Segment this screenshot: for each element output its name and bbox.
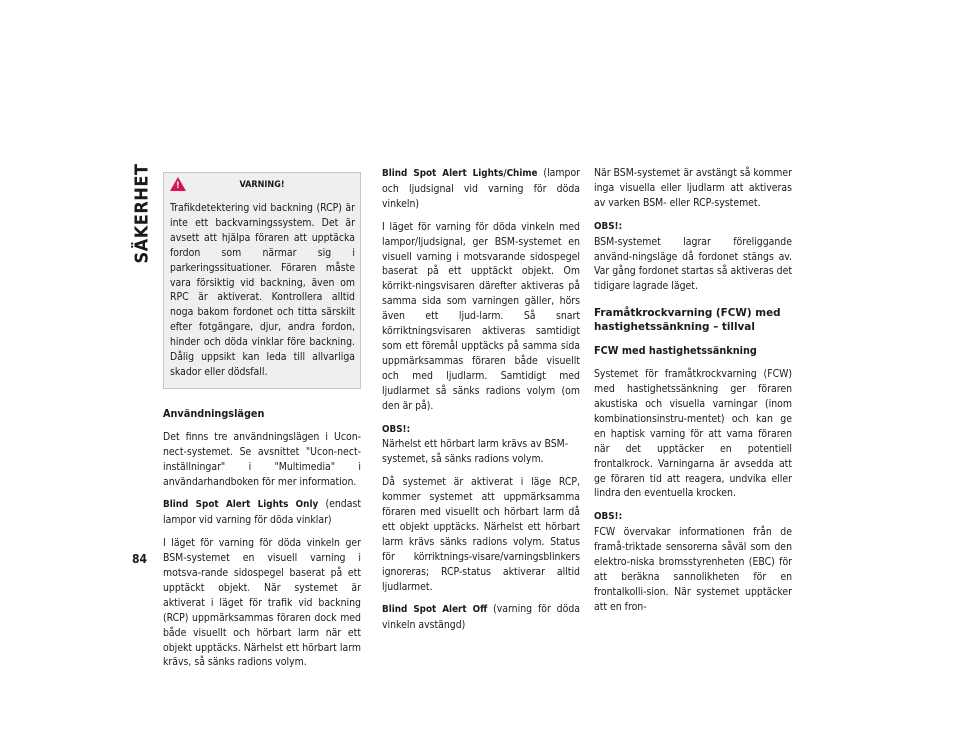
warning-text: Trafikdetektering vid backning (RCP) är inte ett backvarningssystem. Det är avsett att hjälpa föraren att upptäcka fordon som närmar sig i parkeringssituationer. Föraren måste vara försiktig vid backning, även om RPC är aktiverat. Kontrollera alltid noga bakom fordonet och titta särskilt efter fotgängare, djur, andra fordon, hinder och döda vinklar före backning. Dålig uppsikt kan leda till allvarliga skador eller dödsfall. <box>170 202 355 378</box>
paragraph: Det finns tre användningslägen i Ucon-nect-systemet. Se avsnittet "Ucon-nect-inställningar" i "Multimedia" i användarhandboken för mer information. <box>163 430 361 488</box>
note-label: OBS!: <box>382 423 411 435</box>
note <box>594 219 792 295</box>
keyword-desc: (varning för döda vinkeln avstängd) <box>382 603 580 632</box>
column-2 <box>382 166 580 641</box>
keyword-desc: (lampor och ljudsignal vid varning för döda vinkeln) <box>382 167 581 210</box>
note-label: OBS!: <box>594 511 623 523</box>
paragraph: Systemet för framåtkrockvarning (FCW) med hastighetssänkning ger föraren akustiska och visuella varningar (inom kombinationsinstru-mentet) och kan ge en haptisk varning för att varna föraren när det upptäcker en potentiell frontalkrock. Varningarna är avsedda att ge föraren tid att reagera, undvika eller lindra den eventuella krocken. <box>594 368 792 500</box>
paragraph: I läget för varning för döda vinkeln ger BSM-systemet en visuell varning i motsva-rande sidospegel baserat på ett upptäckt objekt. När systemet är aktiverat i läget för trafik vid backning (RCP) uppmärksammas föraren dock med både visuellt och hörbart larm när ett objekt upptäcks. Närhelst ett hörbart larm krävs, så sänks radions volym. <box>163 537 361 669</box>
note-text: BSM-systemet lagrar föreliggande använd-ningsläge då fordonet stängs av. Var gång fordonet startas så aktiveras det tidigare lagrade läget. <box>594 235 792 293</box>
keyword: Blind Spot Alert Off <box>382 604 488 616</box>
paragraph <box>382 166 580 212</box>
paragraph: Då systemet är aktiverat i läge RCP, kommer systemet att uppmärksamma föraren med visuellt och hörbart larm då ett objekt upptäcks. Närhelst ett hörbart larm krävs sänks radions volym. Status för körriktnings-visare/varningsblinkers ignoreras; RCP-status aktiverar alltid ljudlarmet. <box>382 476 580 593</box>
paragraph: När BSM-systemet är avstängt så kommer inga visuella eller ljudlarm att aktiveras av varken BSM- eller RCP-systemet. <box>594 167 792 209</box>
keyword: Blind Spot Alert Lights/Chime <box>382 168 538 179</box>
warning-triangle-icon <box>170 177 186 191</box>
paragraph: I läget för varning för döda vinkeln med lampor/ljudsignal, ger BSM-systemet en visuell varning i motsvarande sidospegel baserat på ett upptäckt objekt. Om körrikt-ningsvisaren därefter aktiveras på samma sida som varningen gäller, hörs även ett ljud-larm. Så snart körriktningsvisaren aktiveras samtidigt som ett föremål upptäcks på samma sida uppmärksammas föraren både visuellt och med ljudlarm. Samtidigt med ljudlarmet så sänks radions volym (om den är på). <box>382 220 580 412</box>
note-text: Närhelst ett hörbart larm krävs av BSM-systemet, så sänks radions volym. <box>382 438 569 466</box>
keyword: Blind Spot Alert Lights Only <box>163 499 319 511</box>
note <box>382 422 580 468</box>
heading-modes: Användningslägen <box>163 406 265 420</box>
warning-box <box>163 172 361 389</box>
warning-header <box>164 173 360 197</box>
column-3 <box>594 166 792 623</box>
note <box>594 509 792 614</box>
section-tab-label: SÄKERHET <box>131 163 153 263</box>
note-label: OBS!: <box>594 220 623 232</box>
note-text: FCW övervakar informationen från de framå-triktade sensorerna såväl som den elektro-niska bromsstyrenheten (EBC) för att beräkna sannolikheten för en frontalkolli-sion. När systemet upptäcker att en fron- <box>594 526 792 613</box>
keyword-desc: (endast lampor vid varning för döda vinklar) <box>163 498 361 527</box>
warning-title: VARNING! <box>239 179 285 190</box>
paragraph <box>163 497 361 528</box>
heading-fcw: FCW med hastighetssänkning <box>594 344 757 358</box>
paragraph <box>382 602 580 633</box>
column-1 <box>163 172 361 678</box>
section-tab <box>130 163 154 263</box>
page-number: 84 <box>132 552 148 566</box>
heading-fcw-option: Framåtkrockvarning (FCW) med hastighetssänkning – tillval <box>594 307 781 334</box>
